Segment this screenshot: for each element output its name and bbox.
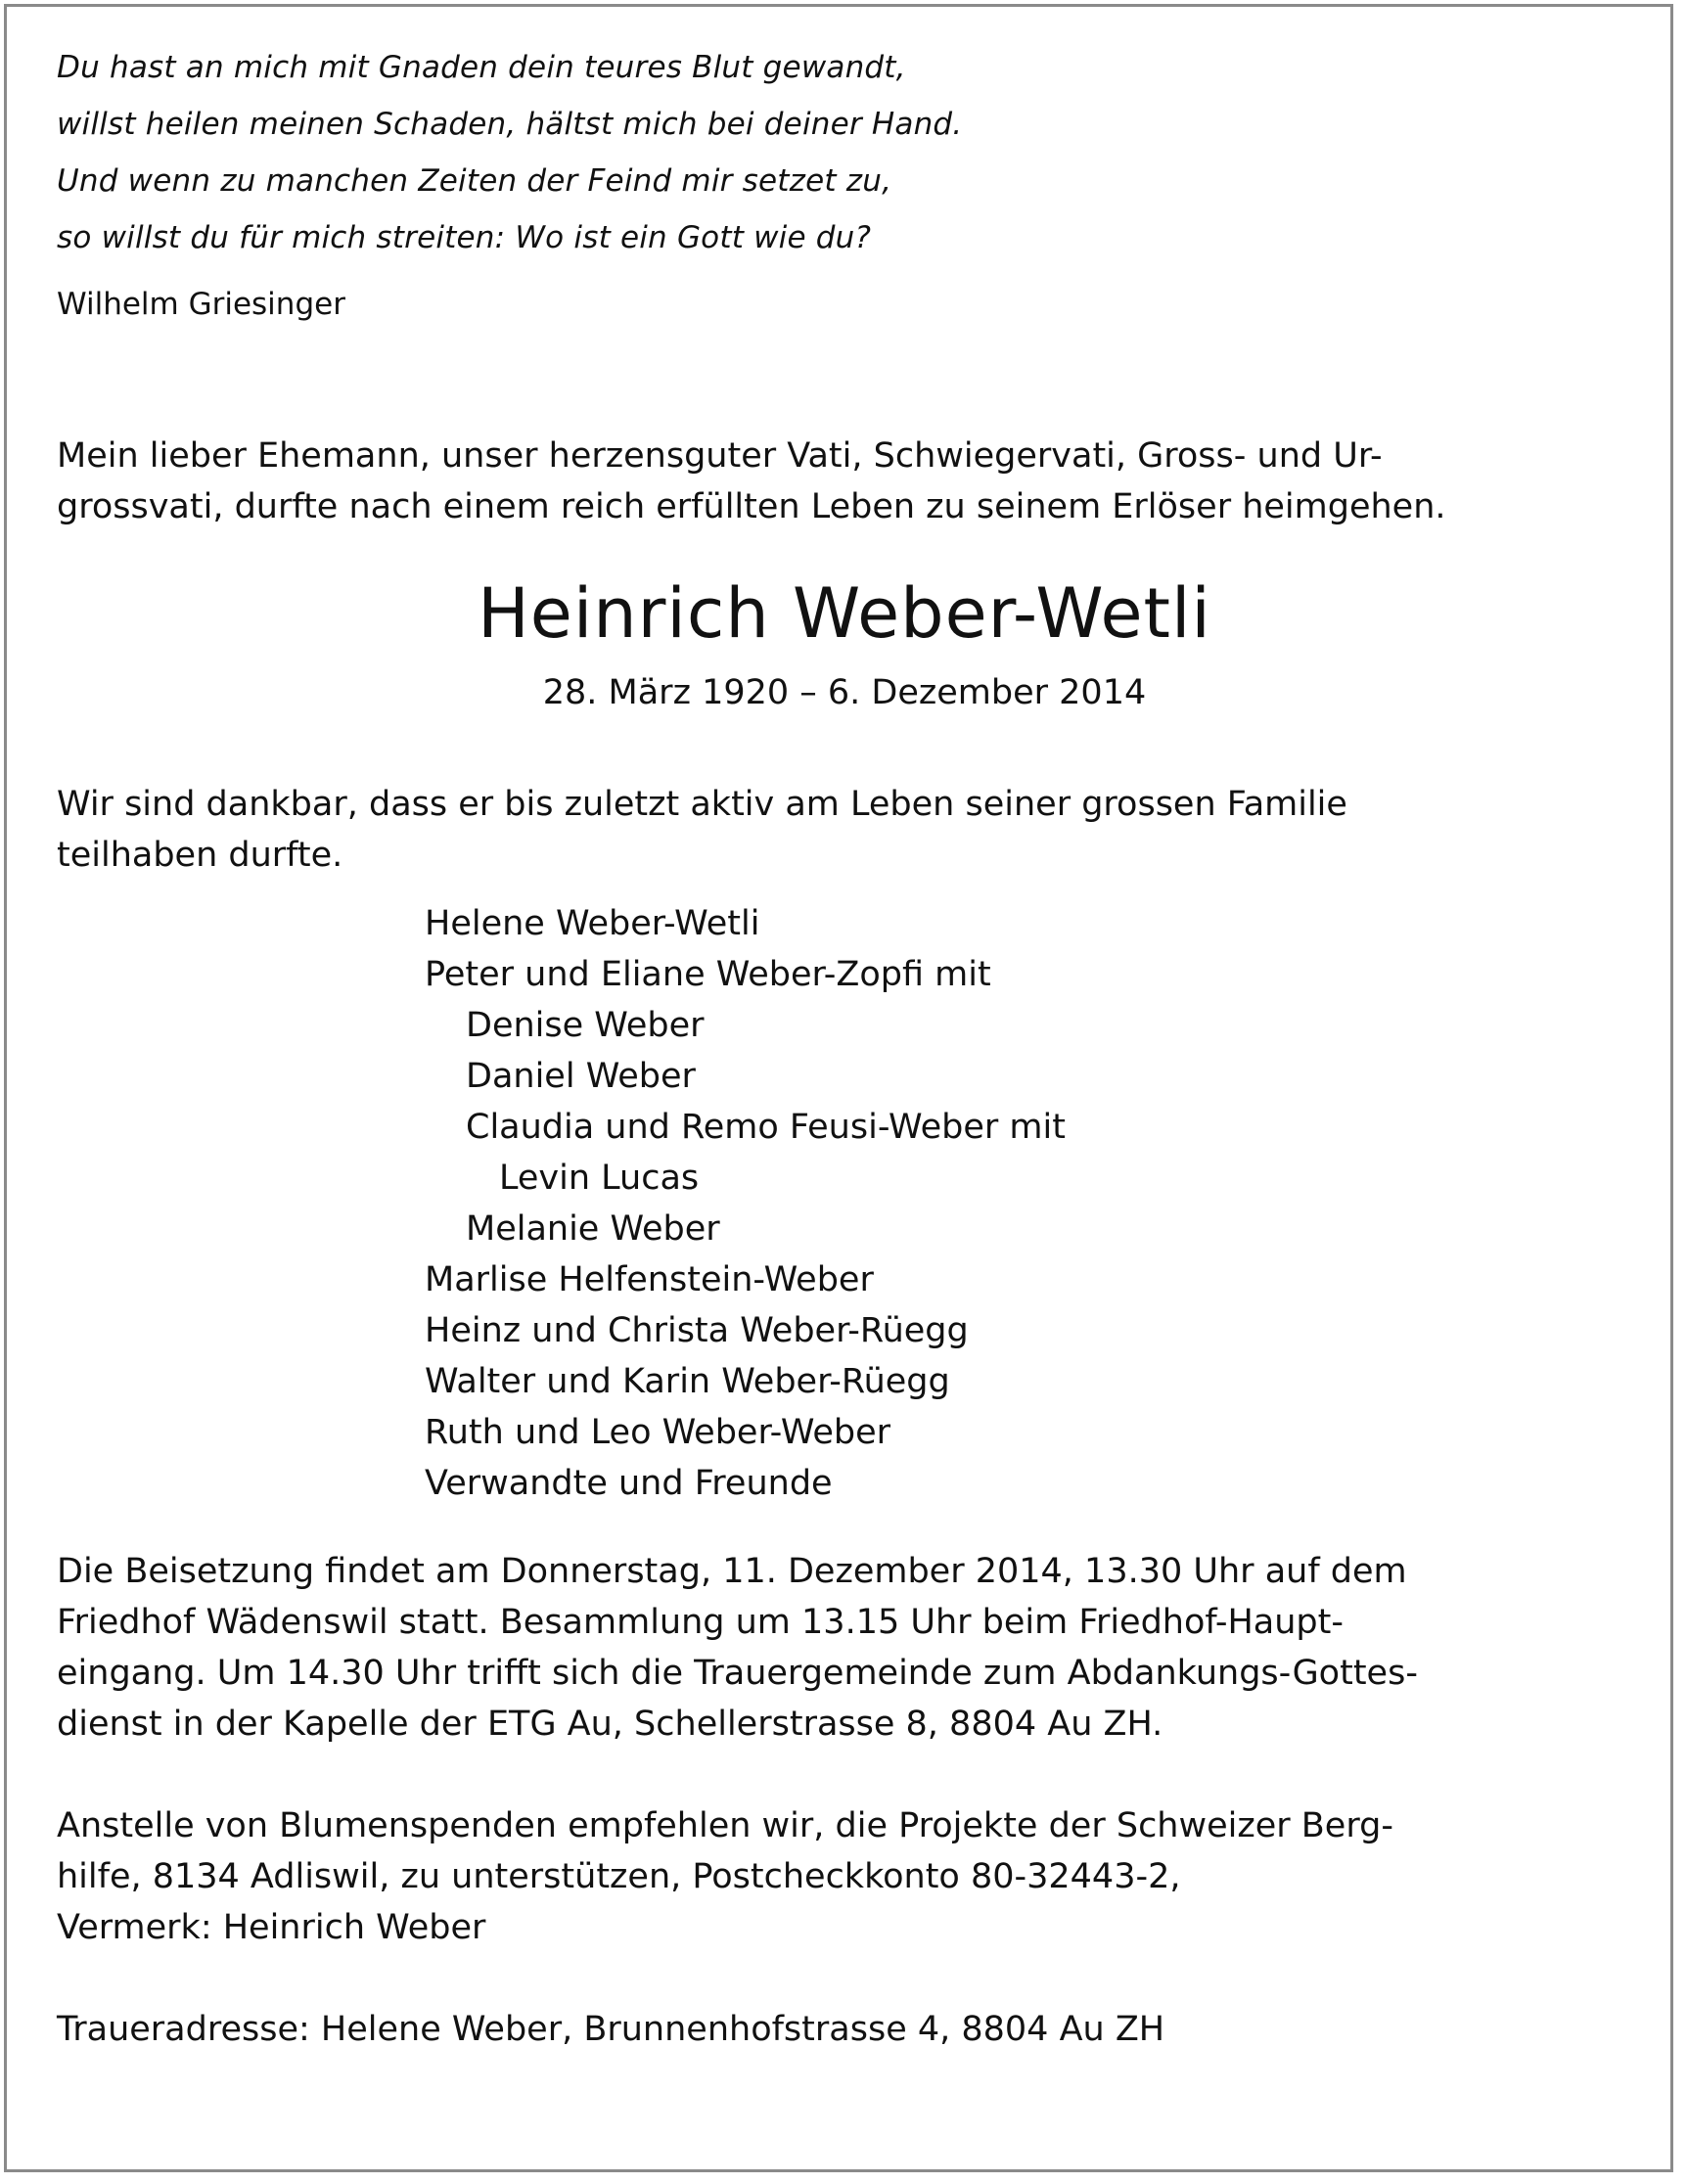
intro-line: grossvati, durfte nach einem reich erfüllten Leben zu seinem Erlöser heimgehen.	[57, 487, 1446, 526]
deceased-name: Heinrich Weber-Wetli	[478, 573, 1211, 654]
mourner-entry: Heinz und Christa Weber-Rüegg	[425, 1311, 969, 1350]
funeral-line: Die Beisetzung findet am Donnerstag, 11. Dezember 2014, 13.30 Uhr auf dem	[57, 1552, 1407, 1591]
mourner-entry: Helene Weber-Wetli	[425, 904, 760, 943]
mourner-entry: Peter und Eliane Weber-Zopfi mit	[425, 955, 991, 994]
mourner-entry: Melanie Weber	[466, 1209, 720, 1249]
mourner-entry: Daniel Weber	[466, 1057, 696, 1096]
mourner-entry: Walter und Karin Weber-Rüegg	[425, 1362, 950, 1401]
verse-line: willst heilen meinen Schaden, hältst mich bei deiner Hand.	[57, 107, 963, 142]
mourners-list	[425, 898, 1632, 1509]
thanks-line: Wir sind dankbar, dass er bis zuletzt aktiv am Leben seiner grossen Familie	[57, 785, 1347, 824]
obituary-notice	[57, 39, 1632, 2055]
verse-block	[57, 39, 1632, 266]
verse-line: so willst du für mich streiten: Wo ist ein Gott wie du?	[57, 220, 872, 255]
mourner-entry: Verwandte und Freunde	[425, 1464, 833, 1503]
thanks-line: teilhaben durfte.	[57, 836, 343, 875]
verse-author: Wilhelm Griesinger	[57, 287, 345, 322]
mourner-entry: Levin Lucas	[499, 1159, 700, 1198]
funeral-details	[57, 1546, 1632, 1750]
donation-line: Anstelle von Blumenspenden empfehlen wir, die Projekte der Schweizer Berg-	[57, 1806, 1393, 1845]
donation-request	[57, 1800, 1632, 1953]
verse-line: Und wenn zu manchen Zeiten der Feind mir setzet zu,	[57, 163, 892, 199]
donation-line: hilfe, 8134 Adliswil, zu unterstützen, Postcheckkonto 80-32443-2,	[57, 1857, 1181, 1896]
address-line: Traueradresse: Helene Weber, Brunnenhofstrasse 4, 8804 Au ZH	[57, 2010, 1165, 2049]
life-dates: 28. März 1920 – 6. Dezember 2014	[542, 673, 1147, 712]
funeral-line: Friedhof Wädenswil statt. Besammlung um 13.15 Uhr beim Friedhof-Haupt-	[57, 1603, 1344, 1642]
mourner-entry: Marlise Helfenstein-Weber	[425, 1260, 874, 1299]
mourner-entry: Denise Weber	[466, 1006, 705, 1045]
mourning-address	[57, 2004, 1632, 2055]
mourner-entry: Claudia und Remo Feusi-Weber mit	[466, 1108, 1066, 1147]
intro-line: Mein lieber Ehemann, unser herzensguter Vati, Schwiegervati, Gross- und Ur-	[57, 436, 1383, 476]
verse-line: Du hast an mich mit Gnaden dein teures Blut gewandt,	[57, 50, 906, 85]
funeral-line: eingang. Um 14.30 Uhr trifft sich die Trauergemeinde zum Abdankungs-Gottes-	[57, 1654, 1418, 1693]
mourner-entry: Ruth und Leo Weber-Weber	[425, 1413, 891, 1452]
donation-line: Vermerk: Heinrich Weber	[57, 1908, 486, 1947]
funeral-line: dienst in der Kapelle der ETG Au, Schellerstrasse 8, 8804 Au ZH.	[57, 1705, 1163, 1744]
thanks-paragraph	[57, 779, 1632, 881]
intro-paragraph	[57, 431, 1632, 532]
